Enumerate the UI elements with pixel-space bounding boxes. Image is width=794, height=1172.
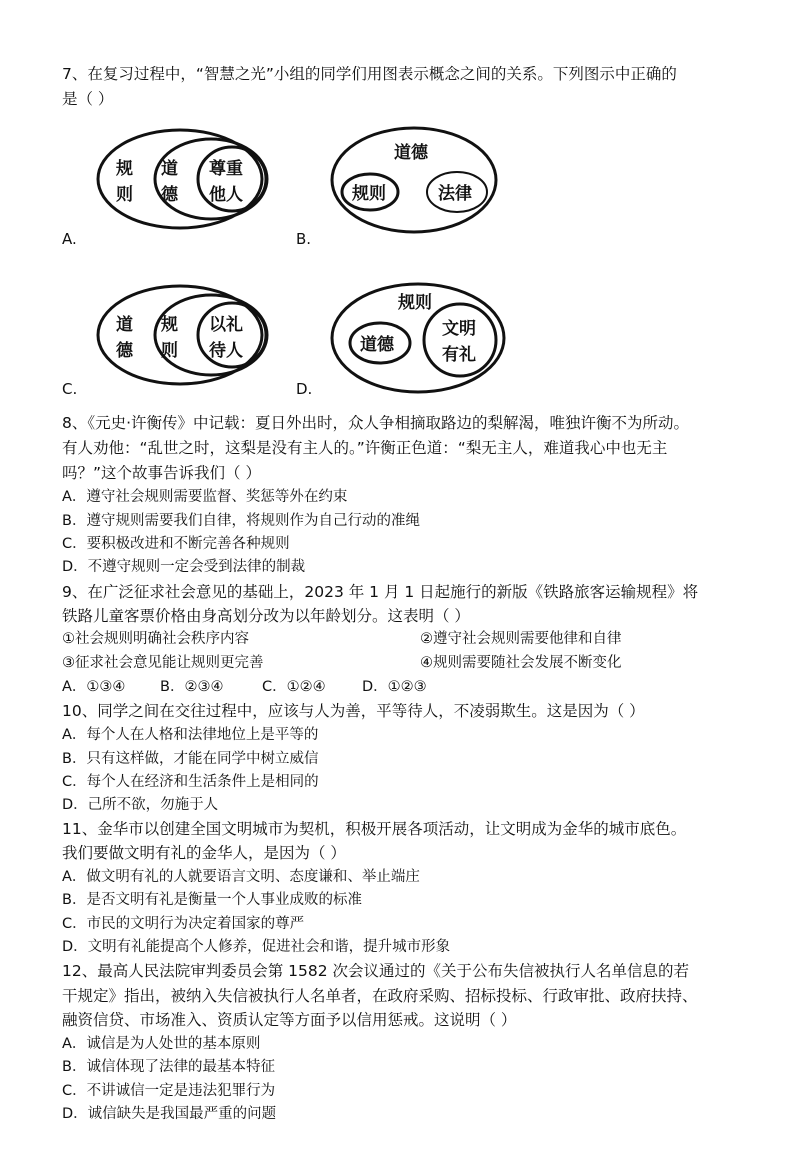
q9-item-2: ②遵守社会规则需要他律和自律 xyxy=(420,631,622,647)
q12-option-d: D．诚信缺失是我国最严重的问题 xyxy=(62,1106,277,1122)
q9-item-3: ③征求社会意见能让规则更完善 xyxy=(62,655,264,671)
diagram-c-outer-2: 德 xyxy=(116,341,133,361)
q12-stem-line2: 干规定》指出，被纳入失信被执行人名单者，在政府采购、招标投标、行政审批、政府扶持、 xyxy=(62,987,698,1005)
diagram-a-outer-1: 规 xyxy=(116,159,133,179)
diagram-c-label: C. xyxy=(62,380,78,398)
q9-option-a: A．①③④ xyxy=(62,679,126,695)
q11-option-d: D．文明有礼能提高个人修养，促进社会和谐，提升城市形象 xyxy=(62,939,451,955)
diagram-c-middle-2: 则 xyxy=(161,341,178,361)
q11-option-a: A．做文明有礼的人就要语言文明、态度谦和、举止端庄 xyxy=(62,869,420,885)
q10-option-a: A．每个人在人格和法律地位上是平等的 xyxy=(62,727,319,743)
diagram-d-left: 道德 xyxy=(360,335,394,355)
diagram-d-figure xyxy=(332,282,512,394)
diagram-d-outer: 规则 xyxy=(398,293,432,313)
diagram-a-figure xyxy=(96,128,276,228)
q10-option-d: D．己所不欲，勿施于人 xyxy=(62,797,219,813)
diagram-a-inner-1: 尊重 xyxy=(209,159,243,179)
q9-item-1: ①社会规则明确社会秩序内容 xyxy=(62,631,249,647)
q8-stem-line1: 8、《元史·许衡传》中记载：夏日外出时，众人争相摘取路边的梨解渴，唯独许衡不为所动。 xyxy=(62,414,690,432)
q10-option-b: B．只有这样做，才能在同学中树立威信 xyxy=(62,751,319,767)
q12-option-b: B．诚信体现了法律的最基本特征 xyxy=(62,1059,275,1075)
diagram-b-figure xyxy=(332,126,502,236)
q9-option-b: B．②③④ xyxy=(160,679,224,695)
diagram-b-label: B. xyxy=(296,230,312,248)
diagram-b xyxy=(332,126,502,240)
q11-stem-line1: 11、金华市以创建全国文明城市为契机，积极开展各项活动，让文明成为金华的城市底色。 xyxy=(62,820,687,838)
diagram-d-right-2: 有礼 xyxy=(442,345,476,365)
q7-stem-line1: 7、在复习过程中，“智慧之光”小组的同学们用图表示概念之间的关系。下列图示中正确的 xyxy=(62,65,677,83)
q12-option-a: A．诚信是为人处世的基本原则 xyxy=(62,1036,261,1052)
q9-stem-line2: 铁路儿童客票价格由身高划分改为以年龄划分。这表明（ ） xyxy=(62,607,470,625)
q8-option-d: D．不遵守规则一定会受到法律的制裁 xyxy=(62,559,306,575)
diagram-a-middle-1: 道 xyxy=(161,159,178,179)
q8-option-c: C．要积极改进和不断完善各种规则 xyxy=(62,536,290,552)
diagram-b-left: 规则 xyxy=(352,184,386,204)
diagram-b-outer: 道德 xyxy=(394,143,428,163)
diagram-c-figure xyxy=(96,284,276,384)
q12-stem-line3: 融资信贷、市场准入、资质认定等方面予以信用惩戒。这说明（ ） xyxy=(62,1011,517,1029)
q10-stem: 10、同学之间在交往过程中，应该与人为善，平等待人，不凌弱欺生。这是因为（ ） xyxy=(62,702,645,720)
q8-stem-line3: 吗？”这个故事告诉我们（ ） xyxy=(62,464,261,482)
diagram-a xyxy=(96,128,276,232)
diagram-c-outer-1: 道 xyxy=(116,315,133,335)
q10-option-c: C．每个人在经济和生活条件上是相同的 xyxy=(62,774,319,790)
diagram-d xyxy=(332,282,512,398)
diagram-a-inner-2: 他人 xyxy=(209,185,243,205)
q11-option-b: B．是否文明有礼是衡量一个人事业成败的标准 xyxy=(62,892,362,908)
diagram-a-label: A. xyxy=(62,230,77,248)
diagram-a-outer-2: 则 xyxy=(116,185,133,205)
q9-stem-line1: 9、在广泛征求社会意见的基础上，2023 年 1 月 1 日起施行的新版《铁路旅客运输规程》将 xyxy=(62,583,699,601)
diagram-c xyxy=(96,284,276,388)
diagram-d-label: D. xyxy=(296,380,313,398)
q12-stem-line1: 12、最高人民法院审判委员会第 1582 次会议通过的《关于公布失信被执行人名单信息的若 xyxy=(62,962,690,980)
diagram-c-inner-1: 以礼 xyxy=(209,315,243,335)
q12-option-c: C．不讲诚信一定是违法犯罪行为 xyxy=(62,1083,276,1099)
diagram-d-right-1: 文明 xyxy=(442,319,476,339)
q8-option-b: B．遵守规则需要我们自律，将规则作为自己行动的准绳 xyxy=(62,513,420,529)
q7-stem-line2: 是（ ） xyxy=(62,90,114,108)
q8-stem-line2: 有人劝他：“乱世之时，这梨是没有主人的。”许衡正色道：“梨无主人，难道我心中也无主 xyxy=(62,439,668,457)
q9-item-4: ④规则需要随社会发展不断变化 xyxy=(420,655,622,671)
q11-stem-line2: 我们要做文明有礼的金华人，是因为（ ） xyxy=(62,844,346,862)
q8-option-a: A．遵守社会规则需要监督、奖惩等外在约束 xyxy=(62,489,348,505)
diagram-c-middle-1: 规 xyxy=(161,315,178,335)
diagram-c-inner-2: 待人 xyxy=(209,341,243,361)
diagram-a-middle-2: 德 xyxy=(161,185,178,205)
q9-option-c: C．①②④ xyxy=(262,679,326,695)
q9-option-d: D．①②③ xyxy=(362,679,427,695)
diagram-b-right: 法律 xyxy=(438,184,472,204)
q11-option-c: C．市民的文明行为决定着国家的尊严 xyxy=(62,916,305,932)
